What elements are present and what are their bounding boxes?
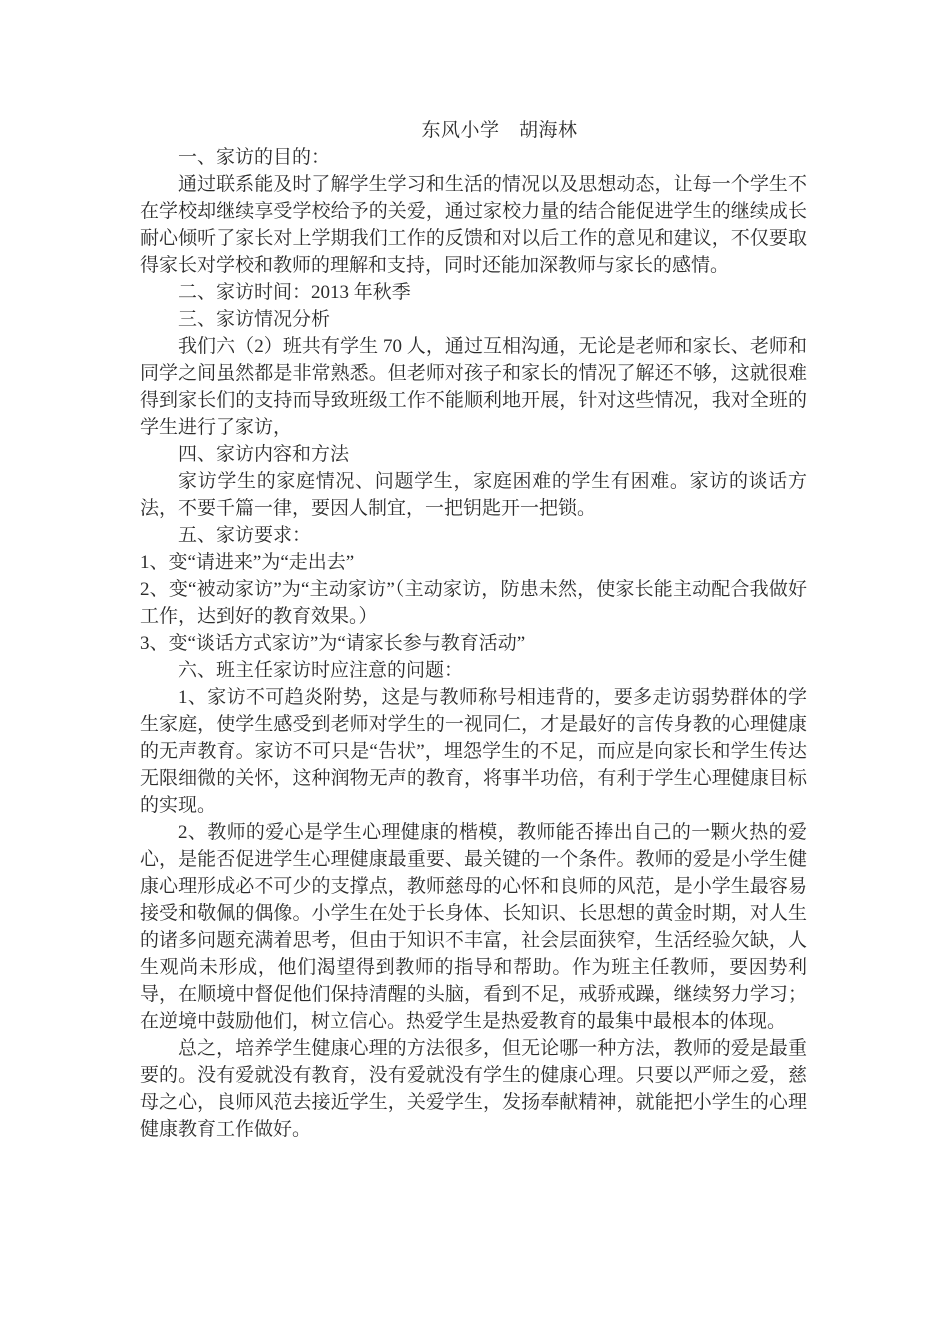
section-5-heading: 五、家访要求： — [178, 525, 312, 546]
section-1-heading: 一、家访的目的： — [178, 147, 331, 168]
document-body — [140, 117, 807, 1143]
section-3-body: 我们六（2）班共有学生 70 人，通过互相沟通，无论是老师和家长、老师和同学之间虽然都是非常熟悉。但老师对孩子和家长的情况了解还不够，这就很难得到家长们的支持而导致班级工作不能顺利地开展，针对这些情况，我对全班的学生进行了家访， — [140, 336, 807, 438]
note-item-2: 2、教师的爱心是学生心理健康的楷模，教师能否捧出自己的一颗火热的爱心，是能否促进学生心理健康最重要、最关键的一个条件。教师的爱是小学生健康心理形成必不可少的支撑点，教师慈母的心怀和良师的风范，是小学生最容易接受和敬佩的偶像。小学生在处于长身体、长知识、长思想的黄金时期，对人生的诸多问题充满着思考，但由于知识不丰富，社会层面狭窄，生活经验欠缺，人生观尚未形成，他们渴望得到教师的指导和帮助。作为班主任教师，要因势利导，在顺境中督促他们保持清醒的头脑，看到不足，戒骄戒躁，继续努力学习；在逆境中鼓励他们，树立信心。热爱学生是热爱教育的最集中最根本的体现。 — [140, 822, 807, 1032]
section-2-heading: 二、家访时间：2013 年秋季 — [178, 282, 411, 303]
document-title: 东风小学 胡海林 — [421, 120, 578, 141]
section-3-heading: 三、家访情况分析 — [178, 309, 331, 330]
section-4-heading: 四、家访内容和方法 — [178, 444, 350, 465]
requirement-item-2: 2、变“被动家访”为“主动家访”（主动家访，防患未然，使家长能主动配合我做好工作，达到好的教育效果。） — [140, 579, 807, 627]
section-1-body: 通过联系能及时了解学生学习和生活的情况以及思想动态，让每一个学生不在学校却继续享受学校给予的关爱，通过家校力量的结合能促进学生的继续成长耐心倾听了家长对上学期我们工作的反馈和对以后工作的意见和建议，不仅要取得家长对学校和教师的理解和支持，同时还能加深教师与家长的感情。 — [140, 174, 807, 276]
requirement-item-1: 1、变“请进来”为“走出去” — [140, 552, 355, 573]
note-item-1: 1、家访不可趋炎附势，这是与教师称号相违背的，要多走访弱势群体的学生家庭，使学生感受到老师对学生的一视同仁，才是最好的言传身教的心理健康的无声教育。家访不可只是“告状”，埋怨学生的不足，而应是向家长和学生传达无限细微的关怀，这种润物无声的教育，将事半功倍，有利于学生心理健康目标的实现。 — [140, 687, 807, 816]
requirement-item-3: 3、变“谈话方式家访”为“请家长参与教育活动” — [140, 633, 526, 654]
section-4-body: 家访学生的家庭情况、问题学生，家庭困难的学生有困难。家访的谈话方法，不要千篇一律，要因人制宜，一把钥匙开一把锁。 — [140, 471, 807, 519]
conclusion-paragraph: 总之，培养学生健康心理的方法很多，但无论哪一种方法，教师的爱是最重要的。没有爱就没有教育，没有爱就没有学生的健康心理。只要以严师之爱，慈母之心，良师风范去接近学生，关爱学生，发扬奉献精神，就能把小学生的心理健康教育工作做好。 — [140, 1038, 807, 1140]
section-6-heading: 六、班主任家访时应注意的问题： — [178, 660, 464, 681]
